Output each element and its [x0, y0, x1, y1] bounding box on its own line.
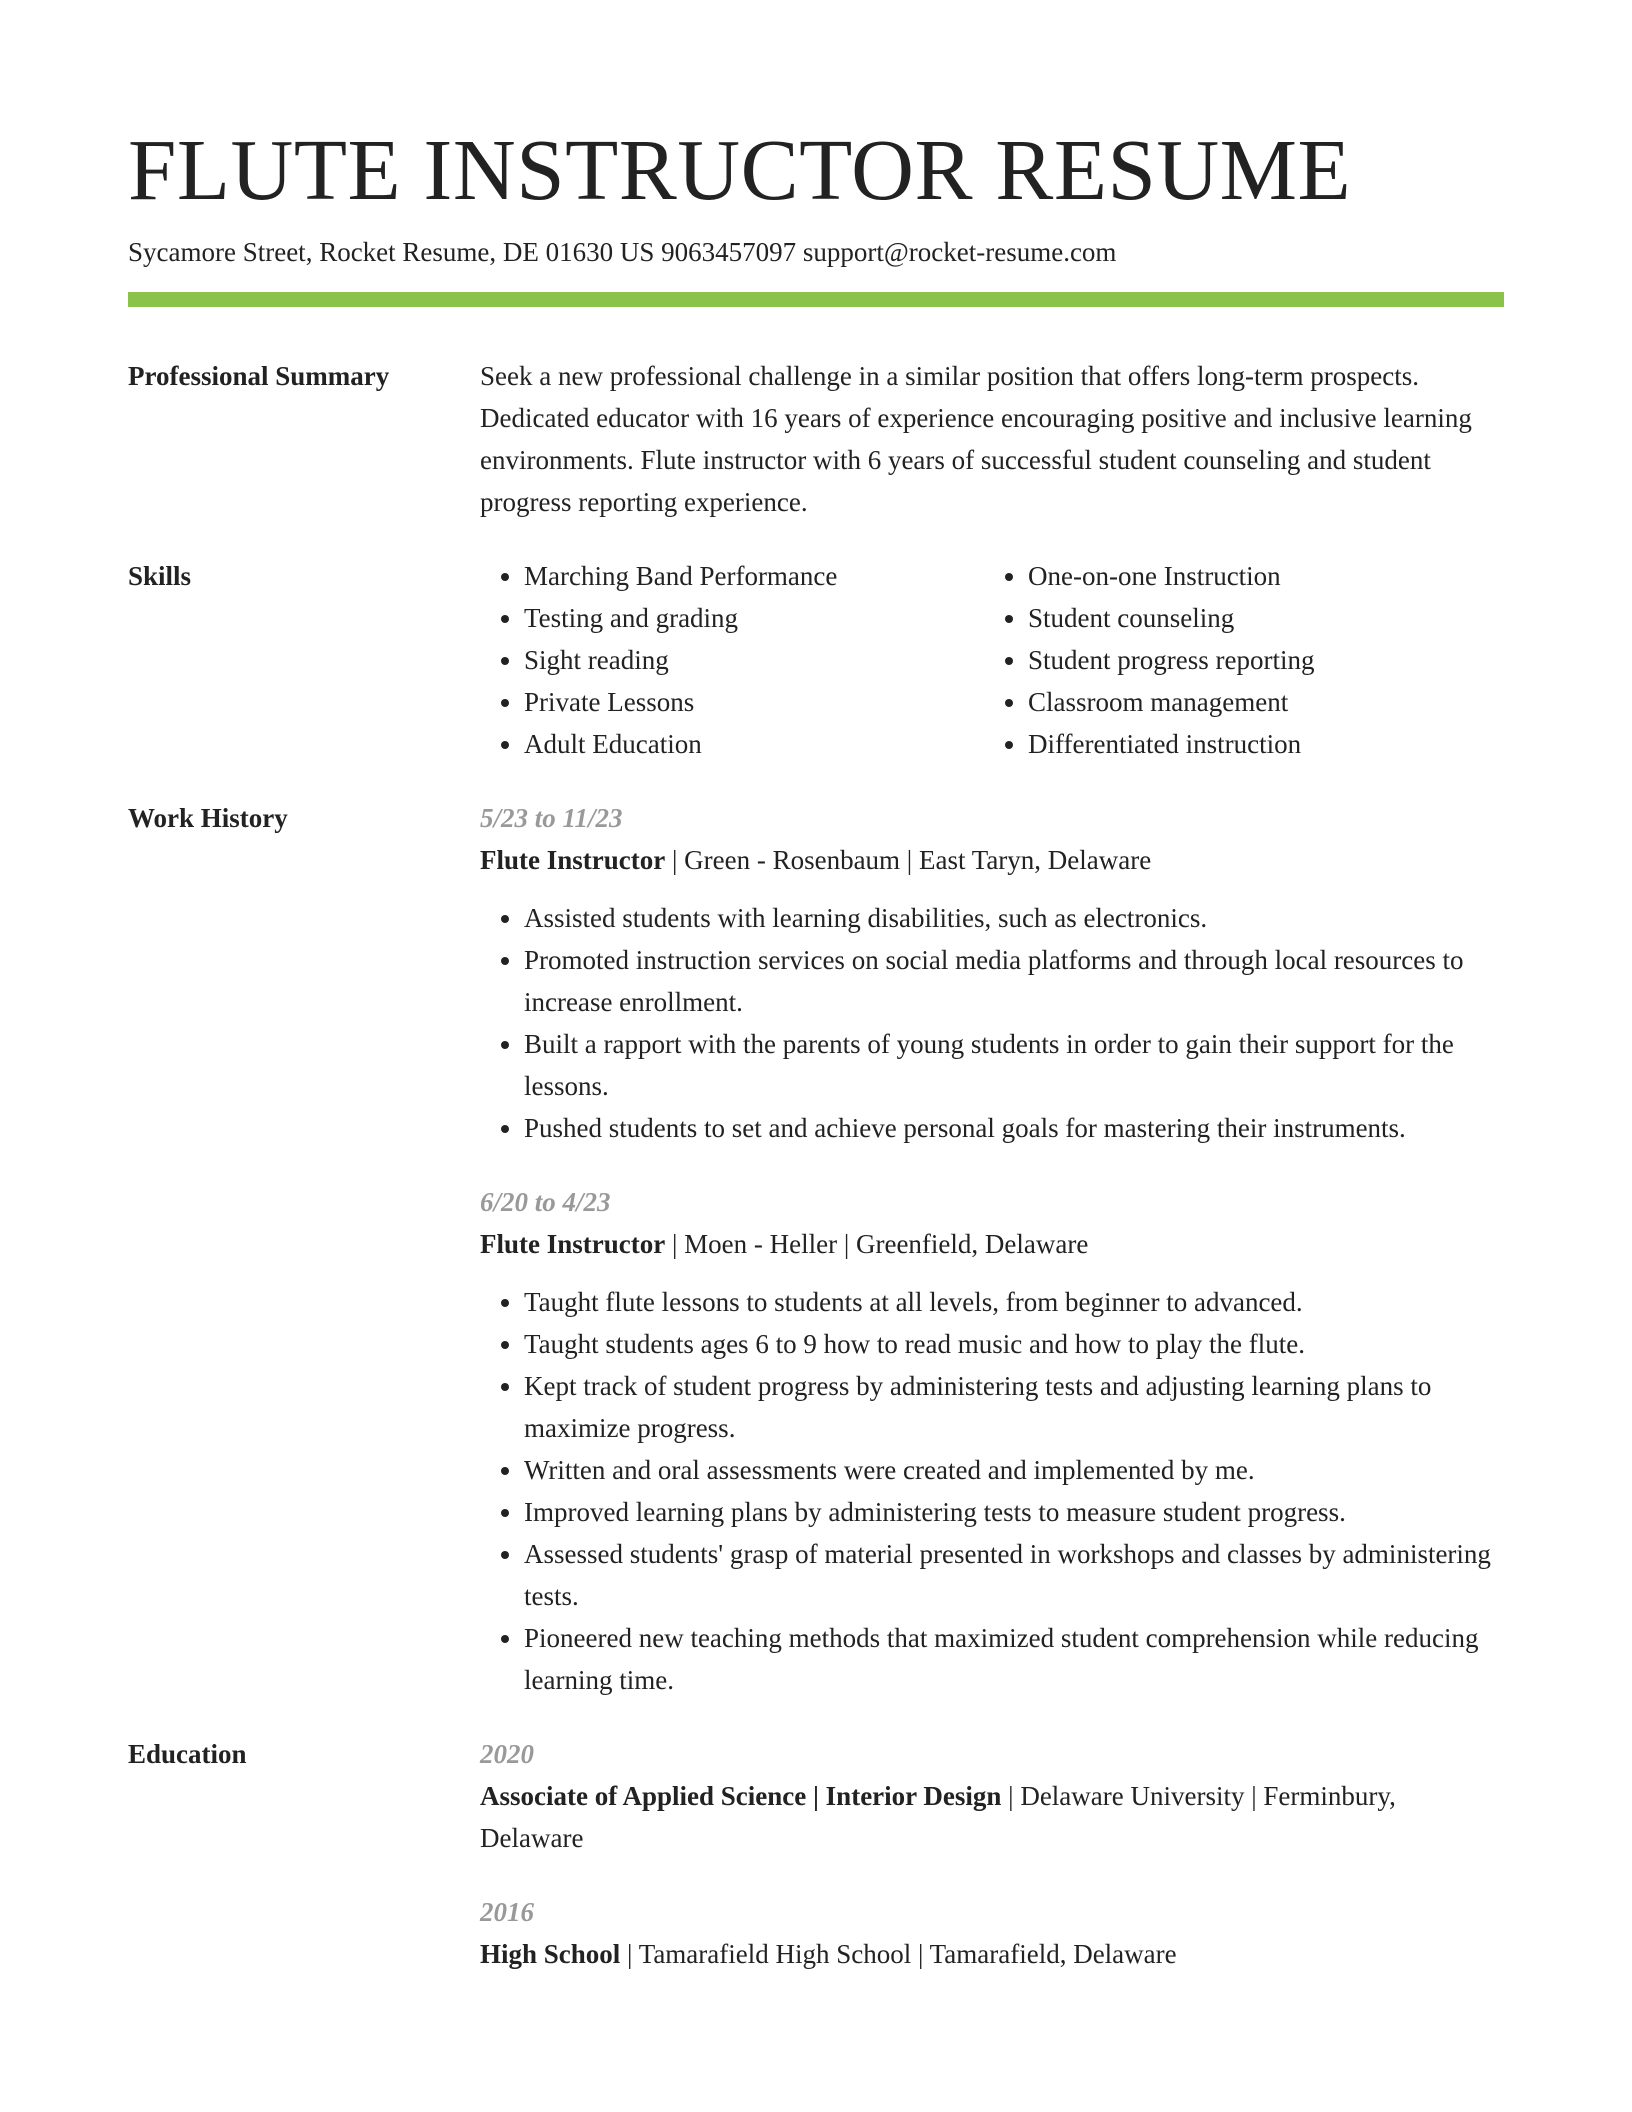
skill-item: • Differentiated instruction [1028, 723, 1488, 765]
summary-label: Professional Summary [128, 361, 390, 391]
skill-item: • Sight reading [524, 639, 984, 681]
job-title: Flute Instructor [480, 1229, 666, 1259]
summary-text: Seek a new professional challenge in a similar position that offers long-term prospects. Dedicated educator with 16 years of experience encouraging positive and inclusive learning environments. Flute instructor with 6 years of successful student counseling and student progress reporting experience. [480, 361, 1472, 517]
job-bullet: • Promoted instruction services on social media platforms and through local resources to increase enrollment. [524, 939, 1504, 1023]
job-bullet: • Assessed students' grasp of material presented in workshops and classes by administering tests. [524, 1533, 1504, 1617]
skill-item: • Private Lessons [524, 681, 984, 723]
job-bullet: • Built a rapport with the parents of young students in order to gain their support for the lessons. [524, 1023, 1504, 1107]
skill-item: • Adult Education [524, 723, 984, 765]
work-history-label: Work History [128, 803, 288, 833]
education-section [128, 1733, 1504, 1975]
skill-item: • One-on-one Instruction [1028, 555, 1488, 597]
education-heading [480, 1933, 1504, 1975]
job-bullet: • Assisted students with learning disabilities, such as electronics. [524, 897, 1504, 939]
job-bullet: • Taught flute lessons to students at all levels, from beginner to advanced. [524, 1281, 1504, 1323]
education-details: | Delaware University | Ferminbury, Delaware [480, 1781, 1396, 1853]
job-bullet: • Improved learning plans by administering tests to measure student progress. [524, 1491, 1504, 1533]
job-details: | Green - Rosenbaum | East Taryn, Delaware [665, 845, 1152, 875]
skill-item: • Testing and grading [524, 597, 984, 639]
skills-section [128, 555, 1504, 765]
job-bullets [480, 1281, 1504, 1701]
skills-right-column [984, 555, 1488, 765]
job-entry [480, 1181, 1504, 1701]
skill-item: • Marching Band Performance [524, 555, 984, 597]
contact-line: Sycamore Street, Rocket Resume, DE 01630 US 9063457097 support@rocket-resume.com [128, 237, 1117, 267]
job-bullet: • Kept track of student progress by administering tests and adjusting learning plans to maximize progress. [524, 1365, 1504, 1449]
job-date: 6/20 to 4/23 [480, 1187, 611, 1217]
skills-label: Skills [128, 561, 192, 591]
education-entry [480, 1891, 1504, 1975]
education-label: Education [128, 1739, 247, 1769]
skill-item: • Student progress reporting [1028, 639, 1488, 681]
job-bullet: • Taught students ages 6 to 9 how to read music and how to play the flute. [524, 1323, 1504, 1365]
job-bullets [480, 897, 1504, 1149]
skill-item: • Classroom management [1028, 681, 1488, 723]
job-date: 5/23 to 11/23 [480, 803, 623, 833]
job-heading [480, 839, 1504, 881]
work-history-section [128, 797, 1504, 1701]
job-bullet: • Pioneered new teaching methods that maximized student comprehension while reducing learning time. [524, 1617, 1504, 1701]
skills-left-column [480, 555, 984, 765]
education-degree: High School [480, 1939, 621, 1969]
education-heading [480, 1775, 1504, 1859]
job-bullet: • Written and oral assessments were created and implemented by me. [524, 1449, 1504, 1491]
job-entry [480, 797, 1504, 1149]
education-entry [480, 1733, 1504, 1859]
skill-item: • Student counseling [1028, 597, 1488, 639]
education-body [480, 1733, 1504, 1975]
job-heading [480, 1223, 1504, 1265]
education-date: 2020 [480, 1739, 534, 1769]
skills-body [480, 555, 1504, 765]
resume-page [128, 118, 1504, 1975]
resume-title: FLUTE INSTRUCTOR RESUME [128, 121, 1352, 218]
job-details: | Moen - Heller | Greenfield, Delaware [665, 1229, 1089, 1259]
job-title: Flute Instructor [480, 845, 666, 875]
summary-section [128, 355, 1504, 523]
education-date: 2016 [480, 1897, 534, 1927]
education-details: | Tamarafield High School | Tamarafield, Delaware [620, 1939, 1177, 1969]
accent-divider [128, 292, 1504, 307]
work-history-body [480, 797, 1504, 1701]
job-bullet: • Pushed students to set and achieve personal goals for mastering their instruments. [524, 1107, 1504, 1149]
education-degree: Associate of Applied Science | Interior Design [480, 1781, 1002, 1811]
